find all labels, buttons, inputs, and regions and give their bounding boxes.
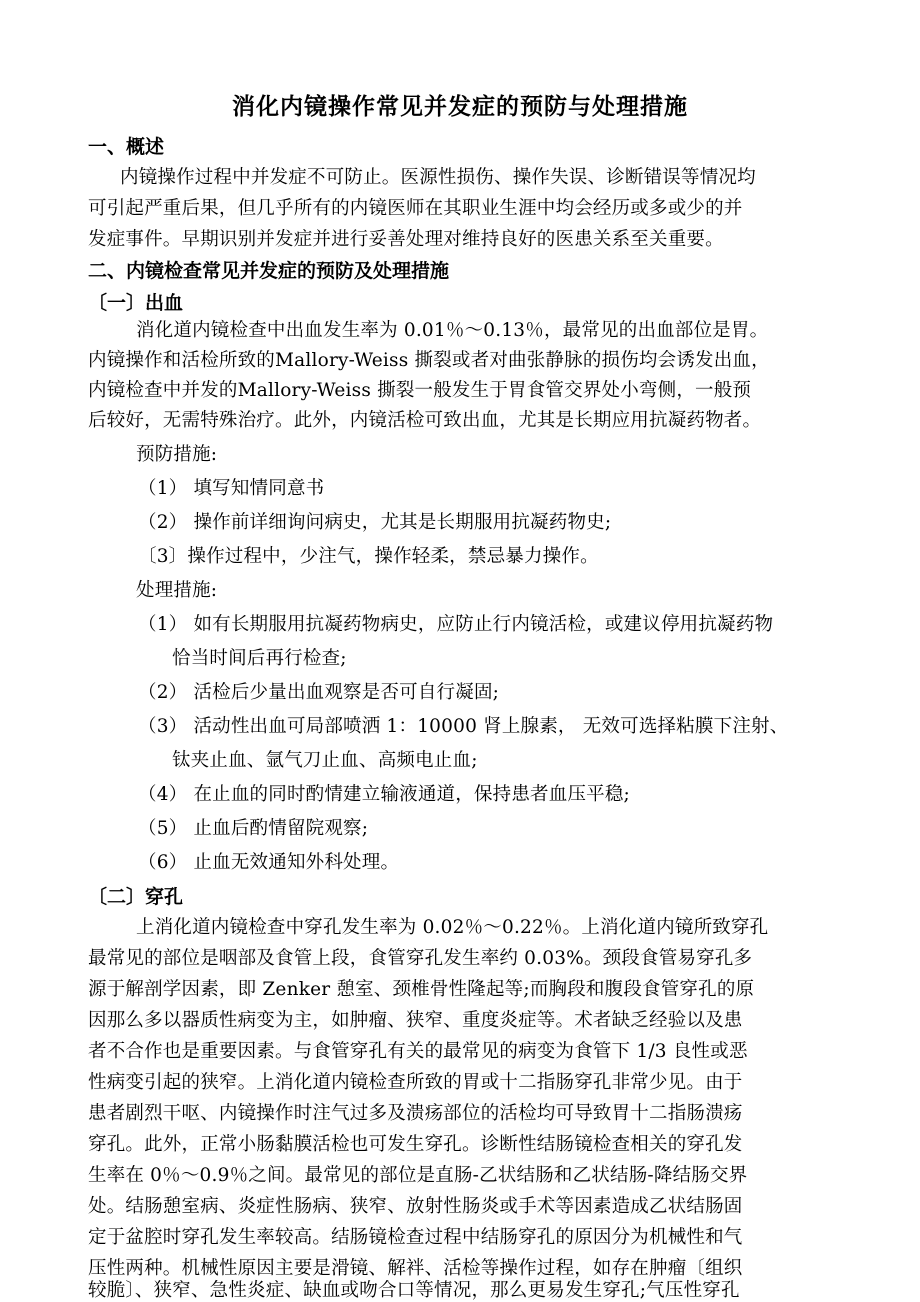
prevention-item: （1） 填写知情同意书	[138, 478, 325, 499]
paragraph-line: 性病变引起的狭窄。上消化道内镜检查所致的胃或十二指肠穿孔非常少见。由于	[88, 1072, 743, 1093]
paragraph-line: 上消化道内镜检查中穿孔发生率为 0.02％～0.22％。上消化道内镜所致穿孔	[136, 917, 769, 938]
prevention-item: （2） 操作前详细询问病史，尤其是长期服用抗凝药物史;	[138, 512, 612, 533]
treatment-item: （5） 止血后酌情留院观察;	[138, 818, 369, 839]
paragraph-line: 穿孔。此外，正常小肠黏膜活检也可发生穿孔。诊断性结肠镜检查相关的穿孔发	[88, 1134, 743, 1155]
paragraph-line: 内镜检查中并发的Mallory-Weiss 撕裂一般发生于胃食管交界处小弯侧，一般预	[88, 380, 752, 401]
treatment-item: （3） 活动性出血可局部喷洒 1：10000 肾上腺素， 无效可选择粘膜下注射、	[138, 716, 789, 737]
treatment-item: （6） 止血无效通知外科处理。	[138, 852, 400, 873]
subsection-heading-bleeding: 〔一〕出血	[88, 292, 184, 314]
paragraph-line: 者不合作也是重要因素。与食管穿孔有关的最常见的病变为食管下 1/3 良性或恶	[88, 1041, 748, 1062]
subsection-heading-perforation: 〔二〕穿孔	[88, 886, 184, 908]
paragraph-line: 最常见的部位是咽部及食管上段，食管穿孔发生率约 0.03%。颈段食管易穿孔多	[88, 948, 753, 969]
paragraph-line: 消化道内镜检查中出血发生率为 0.01％～0.13％，最常见的出血部位是胃。	[136, 320, 769, 341]
paragraph-line: 因那么多以器质性病变为主，如肿瘤、狭窄、重度炎症等。术者缺乏经验以及患	[88, 1010, 743, 1031]
document-title: 消化内镜操作常见并发症的预防与处理措施	[232, 93, 688, 120]
paragraph-line: 内镜操作和活检所致的Mallory-Weiss 撕裂或者对曲张静脉的损伤均会诱发出血，	[88, 350, 770, 371]
treatment-item-continued: 恰当时间后再行检查;	[172, 648, 347, 669]
paragraph-line: 内镜操作过程中并发症不可防止。医源性损伤、操作失误、诊断错误等情况均	[120, 167, 756, 188]
treatment-label: 处理措施:	[136, 580, 218, 601]
paragraph-line: 较脆〕、狭窄、急性炎症、缺血或吻合口等情况，那么更易发生穿孔;气压性穿孔	[88, 1280, 740, 1301]
prevention-label: 预防措施:	[136, 444, 218, 465]
prevention-item: 〔3〕操作过程中，少注气，操作轻柔，禁忌暴力操作。	[138, 546, 599, 567]
paragraph-line: 患者剧烈干呕、内镜操作时注气过多及溃疡部位的活检均可导致胃十二指肠溃疡	[88, 1103, 743, 1124]
paragraph-line: 定于盆腔时穿孔发生率较高。结肠镜检查过程中结肠穿孔的原因分为机械性和气	[88, 1227, 743, 1248]
treatment-item: （4） 在止血的同时酌情建立输液通道，保持患者血压平稳;	[138, 784, 630, 805]
paragraph-line: 后较好，无需特殊治疗。此外，内镜活检可致出血，尤其是长期应用抗凝药物者。	[88, 410, 762, 431]
paragraph-line: 源于解剖学因素，即 Zenker 憩室、颈椎骨性隆起等;而胸段和腹段食管穿孔的原	[88, 979, 755, 1000]
section-heading-overview: 一、概述	[88, 136, 165, 158]
paragraph-line: 处。结肠憩室病、炎症性肠病、狭窄、放射性肠炎或手术等因素造成乙状结肠固	[88, 1196, 743, 1217]
treatment-item: （1） 如有长期服用抗凝药物病史，应防止行内镜活检，或建议停用抗凝药物	[138, 614, 774, 635]
paragraph-line: 发症事件。早期识别并发症并进行妥善处理对维持良好的医患关系至关重要。	[88, 229, 724, 250]
paragraph-line: 可引起严重后果，但几乎所有的内镜医师在其职业生涯中均会经历或多或少的并	[88, 198, 743, 219]
paragraph-line: 生率在 0％～0.9％之间。最常见的部位是直肠-乙状结肠和乙状结肠-降结肠交界	[88, 1165, 748, 1186]
paragraph-line: 压性两种。机械性原因主要是滑镜、解袢、活检等操作过程，如存在肿瘤〔组织	[88, 1258, 743, 1279]
treatment-item: （2） 活检后少量出血观察是否可自行凝固;	[138, 682, 500, 703]
section-heading-complications: 二、内镜检查常见并发症的预防及处理措施	[88, 260, 450, 282]
treatment-item-continued: 钛夹止血、氩气刀止血、高频电止血;	[172, 750, 478, 771]
